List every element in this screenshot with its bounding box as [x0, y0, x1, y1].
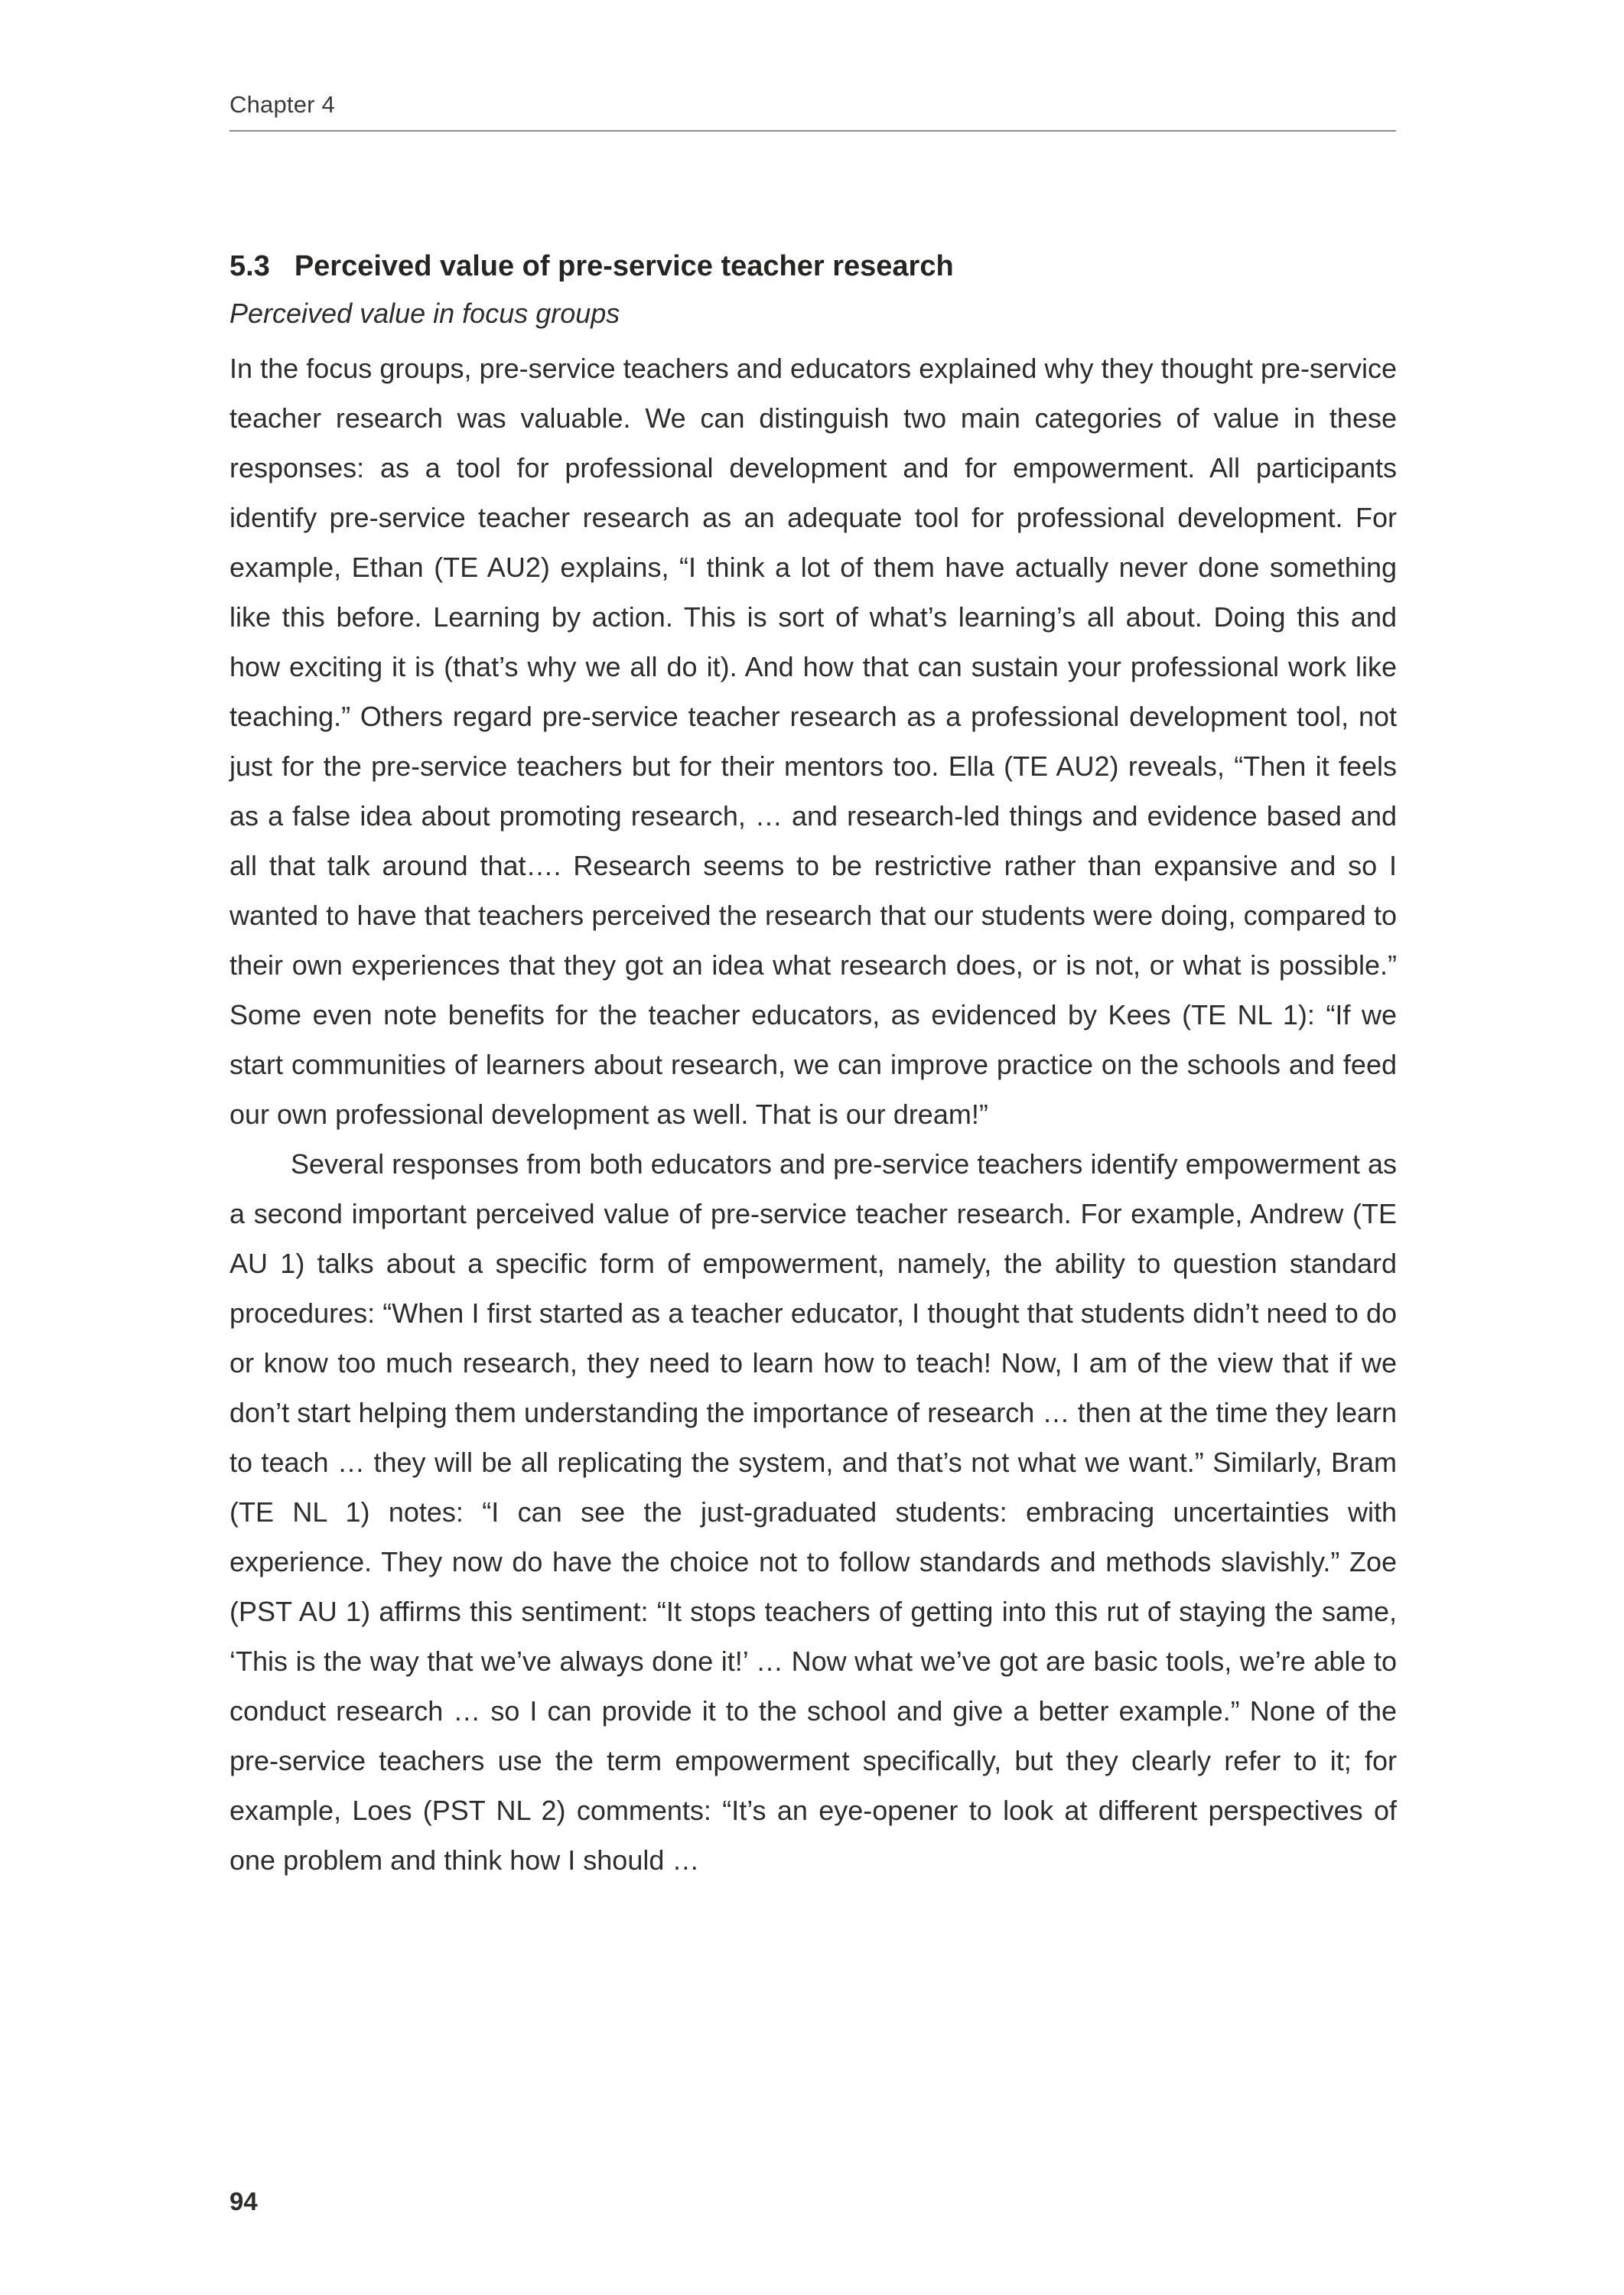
- body-paragraph-1: In the focus groups, pre-service teachers and educators explained why they thought pre-service teacher research was valuable. We can distinguish two main categories of value in these responses: as a tool for professional development and for empowerment. All participants identify pre-service teacher research as an adequate tool for professional development. For example, Ethan (TE AU2) explains, “I think a lot of them have actually never done something like this before. Learning by action. This is sort of what’s learning’s all about. Doing this and how exciting it is (that’s why we all do it). And how that can sustain your professional work like teaching.” Others regard pre-service teacher research as a professional development tool, not just for the pre-service teachers but for their mentors too. Ella (TE AU2) reveals, “Then it feels as a false idea about promoting research, … and research-led things and evidence based and all that talk around that…. Research seems to be restrictive rather than expansive and so I wanted to have that teachers perceived the research that our students were doing, compared to their own experiences that they got an idea what research does, or is not, or what is possible.” Some even note benefits for the teacher educators, as evidenced by Kees (TE NL 1): “If we start communities of learners about research, we can improve practice on the schools and feed our own professional development as well. That is our dream!”: [229, 353, 1397, 1130]
- body-paragraph-2: Several responses from both educators and pre-service teachers identify empowerment as a second important perceived value of pre-service teacher research. For example, Andrew (TE AU 1) talks about a specific form of empowerment, namely, the ability to question standard procedures: “When I first started as a teacher educator, I thought that students didn’t need to do or know too much research, they need to learn how to teach! Now, I am of the view that if we don’t start helping them understanding the importance of research … then at the time they learn to teach … they will be all replicating the system, and that’s not what we want.” Similarly, Bram (TE NL 1) notes: “I can see the just-graduated students: embracing uncertainties with experience. They now do have the choice not to follow standards and methods slavishly.” Zoe (PST AU 1) affirms this sentiment: “It stops teachers of getting into this rut of staying the same, ‘This is the way that we’ve always done it!’ … Now what we’ve got are basic tools, we’re able to conduct research … so I can provide it to the school and give a better example.” None of the pre-service teachers use the term empowerment specifically, but they clearly refer to it; for example, Loes (PST NL 2) comments: “It’s an eye-opener to look at different perspectives of one problem and think how I should …: [229, 1148, 1397, 1876]
- subsection-heading: Perceived value in focus groups: [229, 298, 620, 329]
- section-number: 5.3: [229, 250, 270, 282]
- header-divider: [229, 130, 1396, 132]
- running-header: [229, 90, 1396, 132]
- page-number: 94: [229, 2187, 258, 2215]
- page-content: [229, 247, 1397, 1885]
- section-title: Perceived value of pre-service teacher research: [294, 250, 954, 282]
- section-heading: [229, 247, 1397, 285]
- chapter-label: Chapter 4: [229, 91, 335, 118]
